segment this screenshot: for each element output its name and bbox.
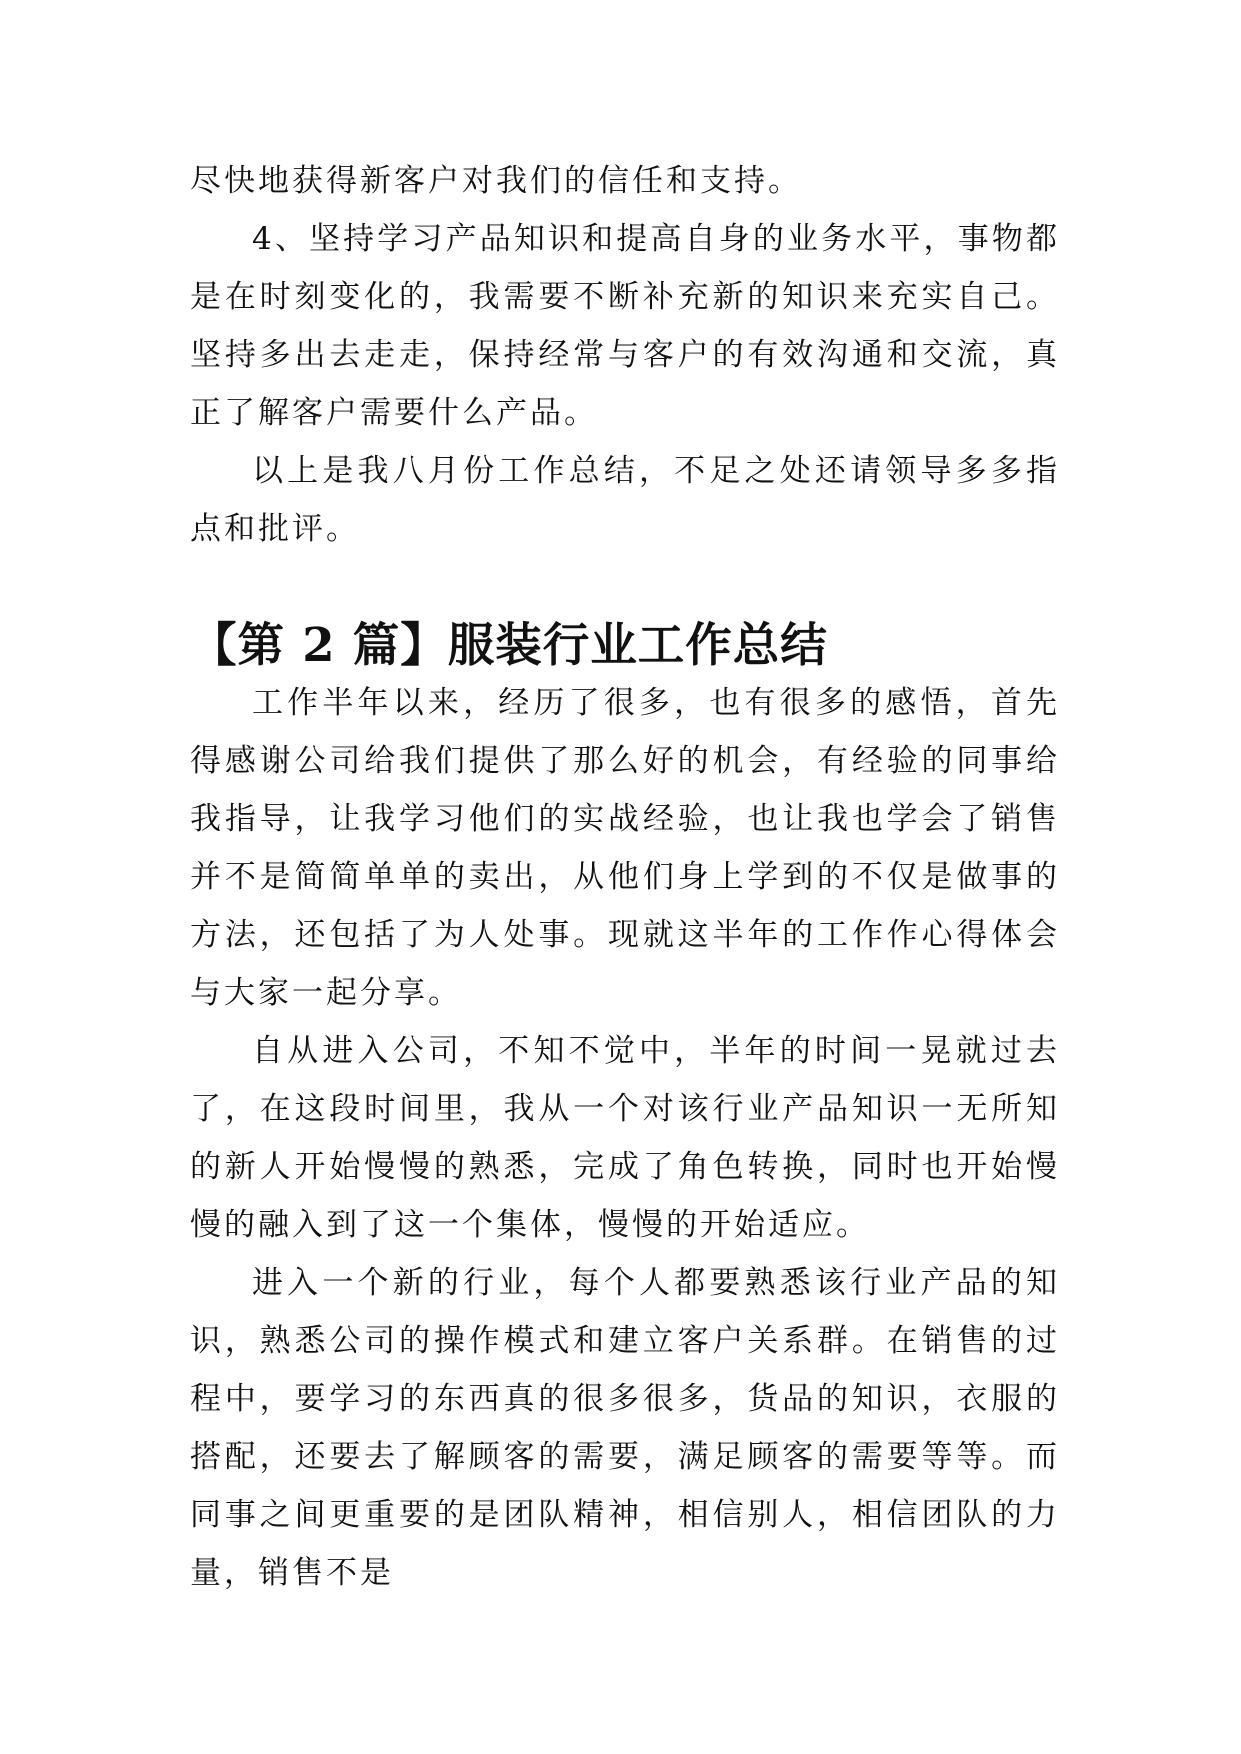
paragraph-new-industry: 进入一个新的行业，每个人都要熟悉该行业产品的知识，熟悉公司的操作模式和建立客户关系群。在销售的过程中，要学习的东西真的很多很多，货品的知识，衣服的搭配，还要去了解顾客的需要，满足顾客的需要等等。而同事之间更重要的是团队精神，相信别人，相信团队的力量，销售不是 xyxy=(190,1265,1060,1591)
document-body xyxy=(190,152,1060,1602)
paragraph-item-4: 4、坚持学习产品知识和提高自身的业务水平，事物都是在时刻变化的，我需要不断补充新的知识来充实自己。坚持多出去走走，保持经常与客户的有效沟通和交流，真正了解客户需要什么产品。 xyxy=(190,221,1060,431)
paragraph-continued: 尽快地获得新客户对我们的信任和支持。 xyxy=(190,163,802,199)
section-heading: 【第 2 篇】服装行业工作总结 xyxy=(190,617,828,672)
paragraph-intro: 工作半年以来，经历了很多，也有很多的感悟，首先得感谢公司给我们提供了那么好的机会，有经验的同事给我指导，让我学习他们的实战经验，也让我也学会了销售并不是简简单单的卖出，从他们身上学到的不仅是做事的方法，还包括了为人处事。现就这半年的工作作心得体会与大家一起分享。 xyxy=(190,685,1060,1011)
paragraph-closing: 以上是我八月份工作总结，不足之处还请领导多多指点和批评。 xyxy=(190,453,1060,547)
paragraph-since-joining: 自从进入公司，不知不觉中，半年的时间一晃就过去了，在这段时间里，我从一个对该行业产品知识一无所知的新人开始慢慢的熟悉，完成了角色转换，同时也开始慢慢的融入到了这一个集体，慢慢的开始适应。 xyxy=(190,1033,1060,1243)
